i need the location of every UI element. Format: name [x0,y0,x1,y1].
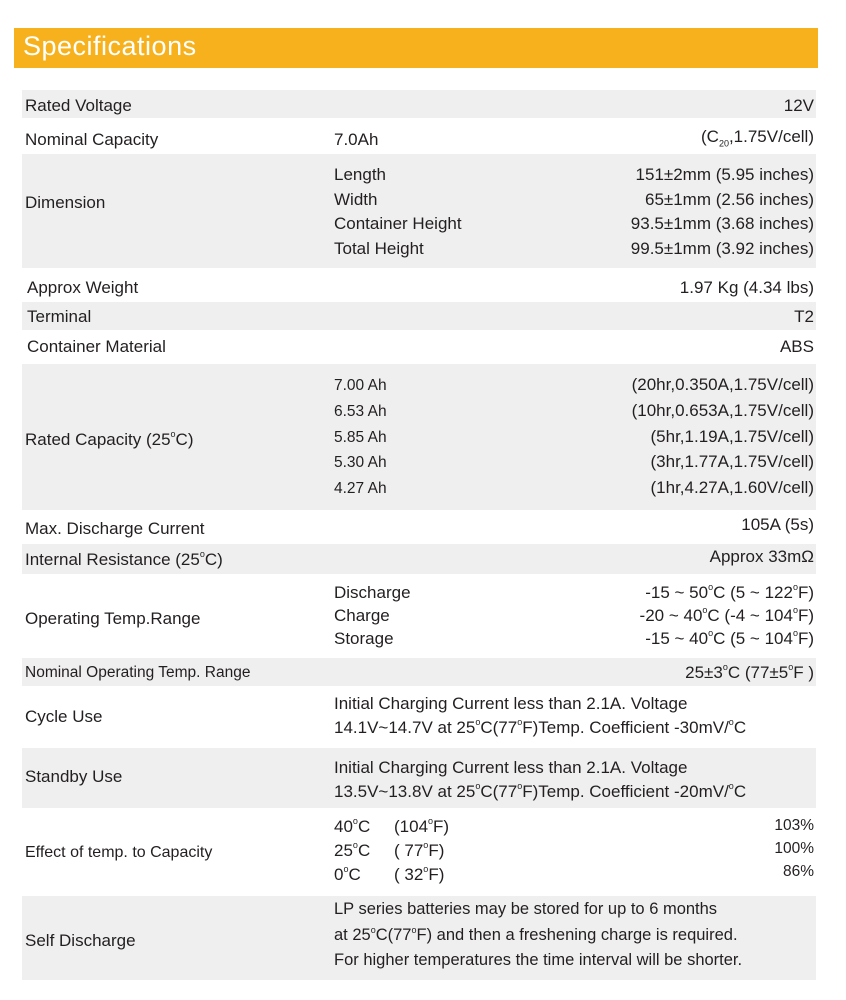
dimension-value: 65±1mm (2.56 inches) [644,190,814,209]
spec-value: 105A (5s) [741,515,814,534]
spec-row-max-discharge [22,512,816,542]
capacity-percent: 103% [774,817,814,834]
cycle-use-line: Initial Charging Current less than 2.1A. Voltage [334,694,688,713]
spec-label: Internal Resistance (25$^o$C) [25,549,223,569]
dimension-name: Container Height [334,214,462,233]
capacity-value: 5.85 Ah [334,429,387,446]
temp-point: 25$^o$C ( 77$^o$F) [334,840,445,860]
standby-use-line: 13.5V~13.8V at 25$^o$C(77$^o$F)Temp. Coefficient -20mV/$^o$C [334,781,747,801]
spec-value: ABS [779,337,814,356]
dimension-name: Width [334,190,378,209]
dimension-value: 93.5±1mm (3.68 inches) [630,214,814,233]
temp-point: 40$^o$C (104$^o$F) [334,816,450,836]
capacity-condition: (3hr,1.77A,1.75V/cell) [650,452,814,471]
spec-row-nominal-operating-temp [22,658,816,686]
capacity-condition: (10hr,0.653A,1.75V/cell) [631,401,814,420]
specifications-header [14,28,818,68]
spec-row-cycle-use [22,688,816,746]
spec-label: Cycle Use [25,707,103,726]
spec-label: Dimension [25,193,106,212]
capacity-value: 6.53 Ah [334,403,387,420]
spec-row-terminal [22,302,816,330]
spec-label: Rated Voltage [25,96,132,115]
self-discharge-line: For higher temperatures the time interval will be shorter. [334,951,743,969]
spec-value: Approx 33mΩ [709,547,814,566]
temp-mode: Storage [334,629,394,648]
spec-row-nominal-capacity [22,120,816,152]
spec-label: Effect of temp. to Capacity [25,844,213,861]
temp-mode: Discharge [334,583,411,602]
capacity-percent: 100% [774,840,814,857]
spec-label: Terminal [27,307,92,326]
dimension-value: 99.5±1mm (3.92 inches) [630,239,814,258]
spec-row-dimension [22,154,816,268]
spec-value: T2 [794,307,814,326]
spec-row-rated-capacity [22,364,816,510]
standby-use-line: Initial Charging Current less than 2.1A. Voltage [334,758,688,777]
temp-point: 0$^o$C ( 32$^o$F) [334,864,445,884]
spec-label: Rated Capacity (25$^o$C) [25,429,194,449]
spec-label: Approx Weight [27,278,139,297]
spec-value: $25\pm 3^oC$ ($77\pm 5^oF$ ) [685,662,814,682]
spec-label: Self Discharge [25,931,136,950]
capacity-condition: (20hr,0.350A,1.75V/cell) [631,375,814,394]
spec-value: 1.97 Kg (4.34 lbs) [679,278,814,297]
dimension-value: 151±2mm (5.95 inches) [635,165,814,184]
spec-value: 12V [783,96,814,115]
spec-mid: 7.0Ah [334,130,379,149]
temp-mode: Charge [334,606,390,625]
dimension-name: Length [334,165,386,184]
spec-value: $(C_{20},1.75V/cell)$ [700,127,814,149]
self-discharge-line: LP series batteries may be stored for up to 6 months [334,900,718,918]
spec-label: Nominal Capacity [25,130,159,149]
dimension-name: Total Height [334,239,424,258]
spec-row-rated-voltage [22,90,816,118]
spec-label: Max. Discharge Current [25,519,205,538]
spec-row-self-discharge [22,896,816,980]
capacity-value: 7.00 Ah [334,377,387,394]
spec-row-approx-weight [22,270,816,300]
spec-label: Operating Temp.Range [25,609,201,628]
page-title: Specifications [23,31,197,61]
spec-row-internal-resistance [22,544,816,574]
spec-row-operating-temp [22,576,816,656]
temp-value: -20 ~ 40$^o$C (-4 ~ 104$^o$F) [639,605,814,625]
spec-row-effect-temp [22,810,816,894]
capacity-value: 5.30 Ah [334,454,387,471]
temp-value: -15 ~ 40$^o$C (5 ~ 104$^o$F) [645,628,814,648]
capacity-percent: 86% [782,863,814,880]
capacity-condition: (1hr,4.27A,1.60V/cell) [650,478,814,497]
temp-value: -15 ~ 50$^o$C (5 ~ 122$^o$F) [645,582,814,602]
spec-row-standby-use [22,748,816,808]
self-discharge-line: at 25$^o$C(77$^o$F) and then a freshening charge is required. [334,924,738,944]
spec-row-container-material [22,332,816,362]
capacity-condition: (5hr,1.19A,1.75V/cell) [650,427,814,446]
spec-label: Nominal Operating Temp. Range [25,664,251,681]
spec-label: Container Material [27,337,166,356]
spec-label: Standby Use [25,767,123,786]
cycle-use-line: 14.1V~14.7V at 25$^o$C(77$^o$F)Temp. Coefficient -30mV/$^o$C [334,717,747,737]
capacity-value: 4.27 Ah [334,480,387,497]
